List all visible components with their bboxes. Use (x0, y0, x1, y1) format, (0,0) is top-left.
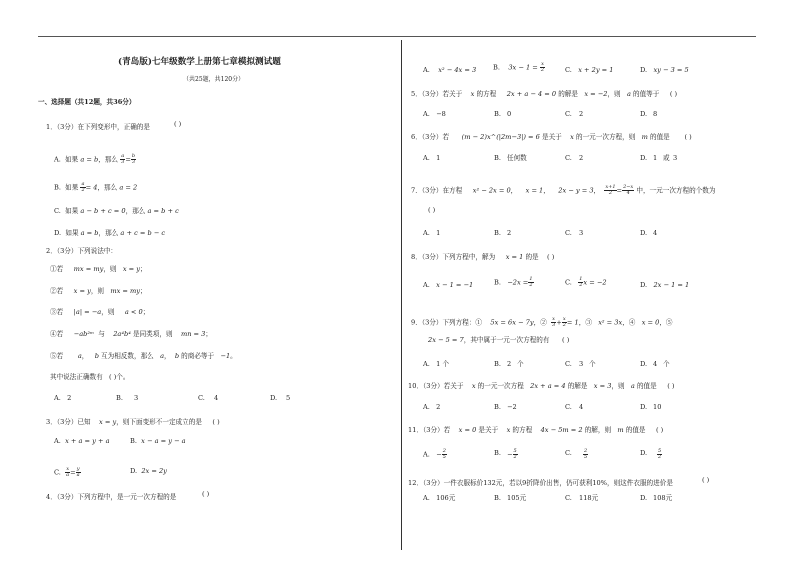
q5-options: A. −8 B. 0 C. 2 D. 8 (423, 110, 658, 118)
q4-stem: 4．（3分）下列方程中，是一元一次方程的是 (46, 493, 177, 501)
q12-stem: 12．（3分）一件衣服标价132元，若以9折降价出售，仍可获利10%，则这件衣服的进价是 (408, 479, 673, 487)
q2-statement-5: ⑤若 a， b 互为相反数，那么 a， b 的商必等于 −1。 (50, 352, 237, 360)
q8-option-b: B. −2x = $\frac{1}{2}$ (494, 276, 533, 288)
q3-stem: 3．（3分）已知 x = y，则下面变形不一定成立的是 ( ) (46, 418, 220, 426)
q2-options: A. 2 B. 3 C. 4 D. 5 (54, 394, 291, 402)
q10-options: A. 2 B. −2 C. 4 D. 10 (423, 403, 662, 411)
column-divider (401, 40, 402, 550)
q2-conclusion: 其中说法正确数有 ( )个。 (50, 373, 130, 381)
q8-stem: 8．（3分）下列方程中，解为 x = 1 的是 ( ) (411, 253, 555, 261)
header-rule (38, 36, 756, 37)
q3-option-a: A. x + a = y + a (54, 437, 110, 445)
q3-option-d: D. 2x = 2y (130, 467, 167, 475)
q5-stem: 5．（3分）若关于 x 的方程 2x + a − 4 = 0 的解是 x = −2，则 a 的值等于 ( ) (411, 90, 678, 98)
q10-stem: 10．（3分）若关于 x 的一元一次方程 2x + a = 4 的解是 x = 3，则 a 的值是 ( ) (408, 382, 675, 390)
q3-option-b: B. x − a = y − a (130, 437, 186, 445)
q1-option-a: A. 如果 a = b，那么 $\frac{a}{3}$ = $\frac{b}{3}$ (54, 153, 136, 165)
q2-stem: 2．（3分）下列说法中： (46, 247, 118, 255)
page-subtitle: （共25题，共120分） (183, 76, 245, 83)
q8-option-a: A. x − 1 = −1 (423, 281, 474, 289)
q9-options: A. 1 个 B. 2 个 C. 3 个 D. 4 个 (423, 360, 670, 368)
q2-statement-1: ①若 mx = my，则 x = y； (50, 265, 147, 273)
q11-stem: 11．（3分）若 x = 0 是关于 x 的方程 4x − 5m = 2 的解，则 m 的值是 ( ) (408, 426, 664, 434)
q9-stem: 9．（3分）下列方程：① 5x = 6x − 7y，② $\frac{x}{3}$ + $\frac{x}{2}$ = 1，③ x² = 3x，④ x = 0，⑤ (411, 316, 673, 328)
page-title: (青岛版)七年级数学上册第七章模拟测试题 (118, 57, 281, 67)
q9-line-2: 2x − 5 = 7，其中属于一元一次方程的有 ( ) (428, 336, 570, 344)
q2-statement-4: ④若 −ab²ᵐ 与 2a⁴b⁴ 是同类项，则 mn = 3； (50, 330, 212, 338)
q1-answer-paren: ( ) (174, 120, 182, 128)
q1-option-b: B. 如果 $\frac{a}{2}$ = 4，那么 a = 2 (54, 181, 138, 193)
q7-stem: 7．（3分）在方程 x² − 2x = 0， x = 1， 2x − y = 3， $\frac{x+1}{2}$ = $\frac{2-x}{4}$ 中，一元一次方程的个数为 (411, 184, 716, 196)
q4-option-d: D. xy − 3 = 5 (640, 66, 689, 74)
q11-options: A. − $\frac{2}{5}$ B. − $\frac{5}{2}$ C. $\frac{2}{5}$ D. $\frac{5}{2}$ (423, 448, 662, 460)
q7-answer-paren: ( ) (428, 206, 436, 214)
q12-options: A. 106元 B. 105元 C. 118元 D. 108元 (423, 494, 673, 502)
q1-stem: 1．（3分）在下列变形中，正确的是 (46, 123, 150, 131)
q8-option-c: C. $\frac{1}{2}$ x = −2 (565, 276, 607, 288)
q4-option-c: C. x + 2y = 1 (565, 66, 614, 74)
q3-option-c: C. $\frac{x}{a}$ = $\frac{y}{a}$ (54, 466, 80, 478)
q8-option-d: D. 2x − 1 = 1 (640, 281, 690, 289)
q7-options: A. 1 B. 2 C. 3 D. 4 (423, 229, 658, 237)
q2-statement-2: ②若 x = y，则 mx = my； (50, 287, 147, 295)
q12-answer-paren: ( ) (702, 476, 710, 484)
q6-stem: 6．（3分）若 (m − 2)x^(|2m−3|) = 6 是关于 x 的一元一次方程，则 m 的值是 ( ) (411, 133, 692, 141)
q4-answer-paren: ( ) (202, 490, 210, 498)
q4-option-b: B. 3x − 1 = $\frac{x}{2}$ (493, 61, 545, 73)
q2-statement-3: ③若 |a| = −a，则 a < 0； (50, 308, 150, 316)
q1-option-c: C. 如果 a − b + c = 0，那么 a = b + c (54, 207, 179, 215)
section-heading: 一、选择题（共12题，共36分） (38, 98, 136, 106)
q1-option-d: D. 如果 a = b，那么 a + c = b − c (54, 229, 166, 237)
q4-option-a: A. x² − 4x = 3 (423, 66, 477, 74)
q6-options: A. 1 B. 任何数 C. 2 D. 1 或 3 (423, 154, 678, 162)
